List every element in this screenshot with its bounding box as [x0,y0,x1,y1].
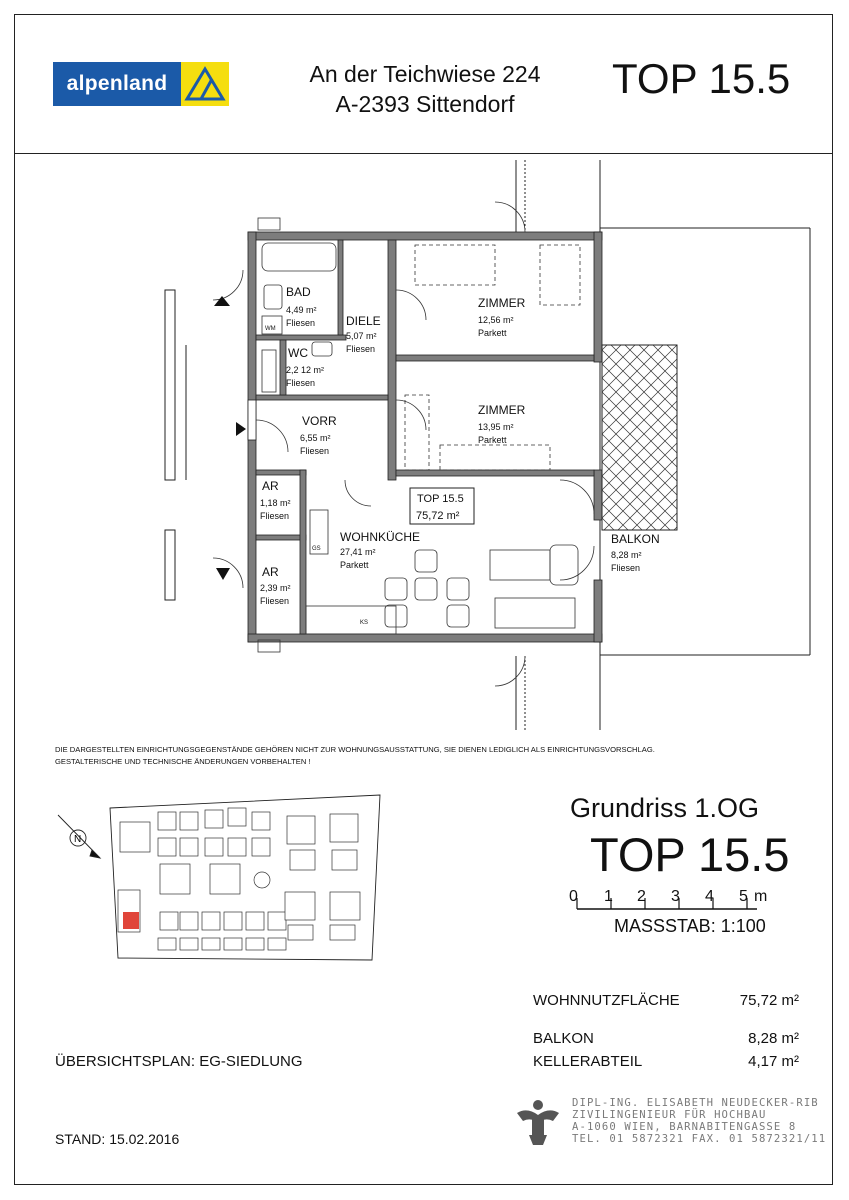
address-line1: An der Teichwiese 224 [309,61,541,87]
area-label-kellerabteil: KELLERABTEIL [533,1053,643,1070]
room-zimmer2-floor: Parkett [478,435,507,445]
room-ar2-floor: Fliesen [260,596,290,606]
area-value-balkon: 8,28 m² [748,1030,799,1047]
disclaimer [55,744,655,768]
room-zimmer2-area: 13,95 m² [478,422,514,432]
fixture-wm: WM [265,326,276,332]
scale-bar [567,886,807,916]
area-value-kellerabteil: 4,17 m² [748,1053,799,1070]
room-balkon-floor: Fliesen [611,563,641,573]
room-wc-area: 2,2 12 m² [286,365,325,375]
titleblock-unit: TOP 15.5 [590,828,790,881]
room-zimmer1-name: ZIMMER [478,296,526,310]
room-bad-floor: Fliesen [286,318,316,328]
room-wohnkueche-floor: Parkett [340,560,369,570]
floor-plan [150,155,830,740]
room-diele-floor: Fliesen [346,344,376,354]
section-arrow-icon [214,296,230,306]
engineer-line2: ZIVILINGENIEUR FÜR HOCHBAU [572,1109,767,1121]
room-diele-area: 5,07 m² [346,331,377,341]
room-ar2-name: AR [262,565,279,579]
eagle-seal-icon [513,1093,563,1147]
address-line2: A-2393 Sittendorf [335,91,515,117]
unit-box-area: 75,72 m² [416,510,460,522]
engineer-line1: DIPL-ING. ELISABETH NEUDECKER-RIB [572,1097,819,1109]
room-zimmer2-name: ZIMMER [478,403,526,417]
room-ar2-area: 2,39 m² [260,583,291,593]
room-vorr-floor: Fliesen [300,446,330,456]
logo-text: alpenland [53,62,181,106]
alpenland-logo [53,62,229,106]
header-unit-title: TOP 15.5 [612,55,791,102]
scale-tick-5: 5 [739,888,748,905]
disclaimer-line1: DIE DARGESTELLTEN EINRICHTUNGSGEGENSTÄNDE GEHÖREN NICHT ZUR WOHNUNGSAUSSTATTUNG, SIE DIENEN LEDIGLICH ALS EINRICHTUNGSVORSCHLAG. [55,745,655,754]
room-wc-floor: Fliesen [286,378,316,388]
disclaimer-line2: GESTALTERISCHE UND TECHNISCHE ÄNDERUNGEN VORBEHALTEN ! [55,757,311,766]
massstab: MASSSTAB: 1:100 [614,916,766,936]
fixture-ks: KS [360,620,369,626]
highlight-unit-marker [123,912,139,929]
grundriss-title: Grundriss 1.OG [570,793,760,823]
room-wohnkueche-name: WOHNKÜCHE [340,530,420,544]
engineer-line3: A-1060 WIEN, BARNABITENGASSE 8 [572,1121,797,1133]
area-value-wohnnutzflaeche: 75,72 m² [739,992,799,1009]
overview-site-plan [46,790,386,970]
room-wc-name: WC [288,346,308,360]
room-ar1-name: AR [262,479,279,493]
room-bad-area: 4,49 m² [286,305,317,315]
room-zimmer1-floor: Parkett [478,328,507,338]
room-vorr-area: 6,55 m² [300,433,331,443]
area-label-balkon: BALKON [533,1030,594,1047]
scale-tick-1: 1 [604,888,613,905]
logo-triangle-icon [181,62,229,106]
scale-tick-3: 3 [671,888,680,905]
north-arrow-label: N [74,834,82,845]
header-divider [14,153,833,154]
scale-unit: m [754,888,768,905]
room-zimmer1-area: 12,56 m² [478,315,514,325]
room-diele-name: DIELE [346,314,381,328]
overview-caption: ÜBERSICHTSPLAN: EG-SIEDLUNG [55,1053,303,1070]
scale-tick-4: 4 [705,888,714,905]
room-ar1-floor: Fliesen [260,511,290,521]
address [270,59,580,119]
room-balkon-name: BALKON [611,532,660,546]
scale-tick-0: 0 [569,888,578,905]
unit-box-title: TOP 15.5 [417,493,464,505]
room-ar1-area: 1,18 m² [260,498,291,508]
engineer-line4: TEL. 01 5872321 FAX. 01 5872321/11 [572,1133,827,1145]
scale-tick-2: 2 [637,888,646,905]
room-balkon-area: 8,28 m² [611,550,642,560]
area-label-wohnnutzflaeche: WOHNNUTZFLÄCHE [533,992,680,1009]
room-vorr-name: VORR [302,414,337,428]
balcony-hatch [602,345,677,530]
stand-date: STAND: 15.02.2016 [55,1131,180,1147]
engineer-stamp [572,1097,826,1145]
fixture-gs: GS [312,546,321,552]
room-bad-name: BAD [286,285,311,299]
room-wohnkueche-area: 27,41 m² [340,547,376,557]
